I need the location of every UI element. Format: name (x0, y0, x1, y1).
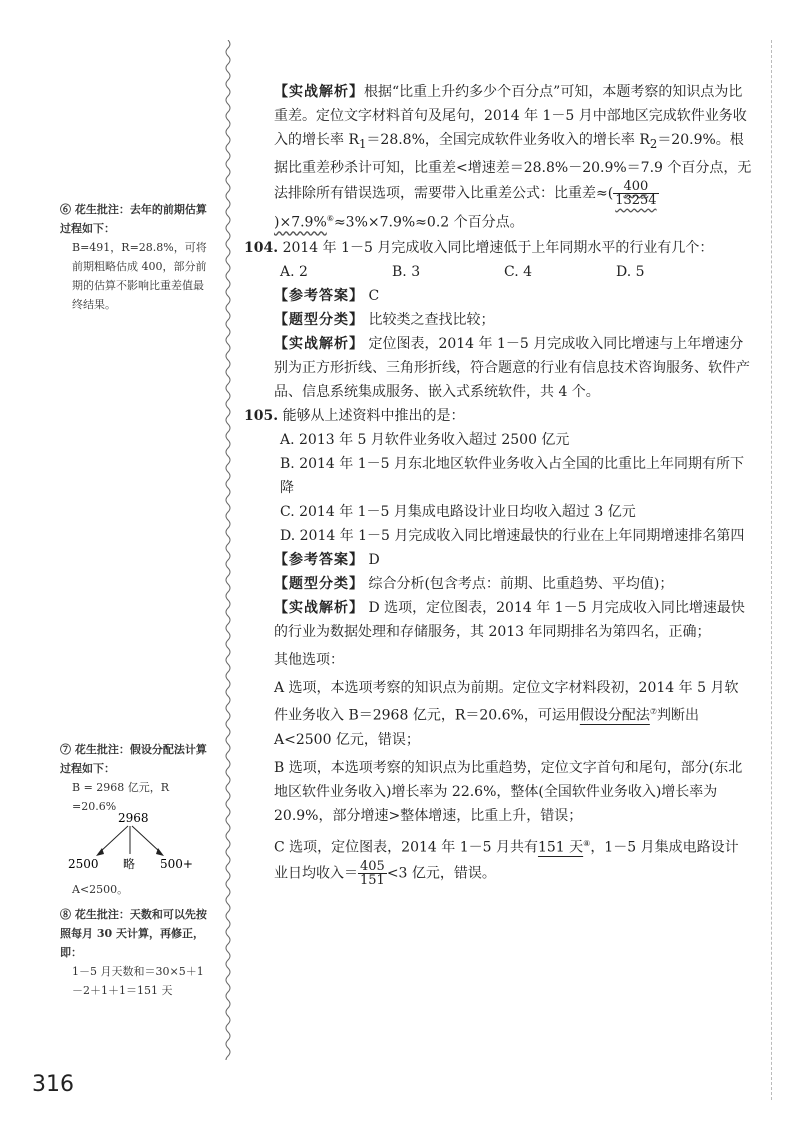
side-note-7-result (60, 880, 210, 899)
side-note-8-body: 1－5 月天数和＝30×5＋1－2＋1＋1＝151 天 (72, 965, 204, 997)
type-104 (244, 308, 752, 332)
question-105 (244, 404, 752, 428)
side-note-6 (60, 200, 210, 314)
subscript-2: 2 (649, 136, 658, 151)
analysis-tag: 【实战解析】 (274, 336, 364, 353)
question-104-text: 2014 年 1－5 月完成收入同比增速低于上年同期水平的行业有几个： (282, 240, 714, 257)
q105-option-b: B. 2014 年 1－5 月东北地区软件业务收入占全国的比重比上年同期有所下降 (280, 456, 744, 497)
tree-top-label: 2968 (118, 811, 149, 825)
fraction-numerator: 405 (360, 858, 385, 874)
option-a: A. 2 (280, 264, 308, 281)
side-note-6-title: ⑥ 花生批注：去年的前期估算过程如下： (60, 203, 207, 235)
analysis-text-e: ≈3%×7.9%≈0.2 个百分点。 (333, 214, 524, 231)
option-b: B. 3 (392, 264, 421, 281)
analysis-104-text: 定位图表，2014 年 1－5 月完成收入同比增速与上年增速分别为正方形折线、三角形折线，符合题意的行业有信息技术咨询服务、软件产品、信息系统集成服务、嵌入式系统软件，共 4 个。 (274, 336, 750, 401)
analysis-tag: 【实战解析】 (274, 84, 364, 100)
type-tag: 【题型分类】 (274, 312, 364, 329)
answer-105 (244, 548, 752, 572)
type-tag: 【题型分类】 (274, 576, 364, 593)
option-a-analysis (244, 676, 752, 752)
option-a-underlined: 假设分配法 (579, 708, 650, 725)
fraction-405-151 (358, 860, 387, 887)
answer-104 (244, 284, 752, 308)
question-104-number: 104. (244, 240, 279, 257)
question-105-text: 能够从上述资料中推出的是： (282, 408, 465, 425)
side-note-8-title: ⑧ 花生批注：天数和可以先按照每月 30 天计算，再修正，即： (60, 908, 207, 959)
analysis-text-a: 根据“比重上升约多少个百分点”可知，本题考察的知识点为比重差。定位文字材料首句及尾句，2014 年 1－5 月中部地区完成软件业务收入的增长率 R (274, 84, 747, 148)
analysis-text-d: )×7.9% (274, 214, 327, 231)
fraction-denominator: 13254 (615, 192, 657, 208)
type-value: 比较类之查找比较； (368, 312, 495, 329)
footnote-ref-6: ⑥ (326, 213, 334, 223)
analysis-105-text: D 选项，定位图表，2014 年 1－5 月完成收入同比增速最快的行业为数据处理和存储服务，其 2013 年同期排名为第四名，正确； (274, 600, 745, 641)
tree-right-branch (132, 826, 160, 852)
side-note-7 (60, 740, 210, 816)
question-104-options (244, 260, 752, 284)
side-note-6-body: B=491，R=28.8%，可将前期粗略估成 400，部分前期的估算不影响比重差值最终结果。 (72, 241, 207, 311)
option-a-text: A 选项，本选项考察的知识点为前期。定位文字材料段初，2014 年 5 月软件业务收入 B＝2968 亿元，R＝20.6%，可运用 (274, 680, 739, 725)
paragraph-analysis-103 (244, 80, 752, 234)
fraction-numerator: 400 (613, 180, 658, 194)
side-note-7-title: ⑦ 花生批注：假设分配法计算过程如下： (60, 743, 207, 775)
option-c-text-b: ，1－5 月集成电路设计业日均收入＝ (274, 839, 739, 882)
dotted-margin-line (771, 40, 776, 1100)
option-a-text-b: 判断出 A<2500 亿元，错误； (274, 708, 700, 749)
option-b-analysis: B 选项，本选项考察的知识点为比重趋势，定位文字首句和尾句，部分(东北地区软件业务收入)增长率为 22.6%，整体(全国软件业务收入)增长率为 20.9%，部分增速>整体增速，比重上升，错误； (274, 760, 743, 825)
page-number: 316 (32, 1072, 74, 1097)
q105-option-c: C. 2014 年 1－5 月集成电路设计业日均收入超过 3 亿元 (280, 504, 636, 521)
question-104 (244, 236, 752, 260)
footnote-ref-8: ⑧ (583, 839, 591, 849)
allocation-tree-diagram (60, 810, 200, 880)
side-note-8 (60, 905, 210, 1000)
subscript-1: 1 (359, 136, 367, 151)
side-note-7-result-text: A<2500。 (72, 883, 129, 896)
other-options-heading: 其他选项： (274, 652, 344, 669)
q105-option-a: A. 2013 年 5 月软件业务收入超过 2500 亿元 (280, 432, 570, 449)
answer-value: C (368, 288, 380, 305)
analysis-text-b: ＝28.8%，全国完成软件业务收入的增长率 R (366, 132, 650, 148)
option-d: D. 5 (616, 264, 645, 281)
main-content (244, 80, 752, 887)
option-c: C. 4 (504, 264, 533, 281)
option-c-underlined: 151 天 (537, 839, 584, 856)
option-c-text: C 选项，定位图表，2014 年 1－5 月共有 (274, 839, 538, 856)
option-c-analysis (244, 832, 752, 887)
answer-tag: 【参考答案】 (274, 552, 364, 569)
tree-left-branch (100, 826, 128, 852)
fraction-denominator: 151 (360, 872, 385, 888)
q105-option-d: D. 2014 年 1－5 月完成收入同比增速最快的行业在上年同期增速排名第四 (280, 528, 745, 545)
side-note-7-body: B = 2968 亿元，R =20.6% (72, 781, 170, 813)
question-105-number: 105. (244, 408, 279, 425)
analysis-105 (244, 596, 752, 644)
tree-right-label: 500+ (160, 857, 193, 871)
type-value: 综合分析(包含考点：前期、比重趋势、平均值)； (368, 576, 674, 593)
analysis-tag: 【实战解析】 (274, 600, 364, 617)
option-c-text-c: <3 亿元，错误。 (386, 865, 496, 882)
fraction-400-13254 (613, 180, 658, 207)
tree-left-label: 2500 (68, 857, 99, 871)
analysis-text-c: ＝20.9%。根据比重差秒杀计可知，比重差<增速差＝28.8%－20.9%＝7.9 个百分点，无法排除所有错误选项，需要带入比重差公式：比重差≈( (274, 132, 752, 202)
answer-tag: 【参考答案】 (274, 288, 364, 305)
wavy-divider (222, 40, 234, 1060)
footnote-ref-7: ⑦ (649, 707, 658, 717)
tree-mid-label: 略 (123, 857, 136, 871)
analysis-104 (244, 332, 752, 404)
type-105 (244, 572, 752, 596)
answer-value: D (368, 552, 380, 569)
